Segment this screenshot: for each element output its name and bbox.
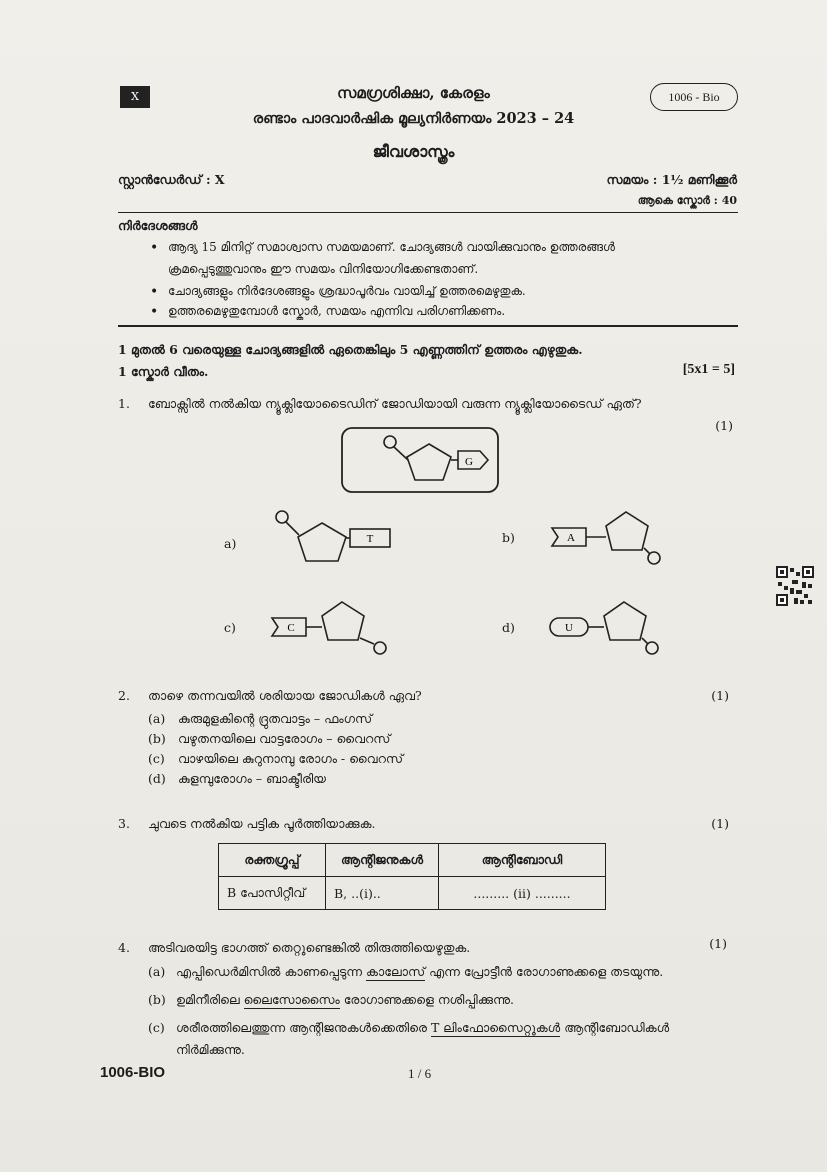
table-header-cell: രക്തഗ്രൂപ്പ് — [219, 844, 326, 877]
q1-given-nucleotide — [330, 420, 510, 500]
instructions-rule — [118, 325, 738, 327]
table-header-cell: ആന്റിജനുകൾ — [326, 844, 439, 877]
table-cell: ......... (ii) ......... — [439, 877, 606, 910]
q1-text: ബോക്സിൽ നൽകിയ ന്യൂക്ലിയോടൈഡിന് ജോഡിയായി വരുന്ന ന്യൂക്ലിയോടൈഡ് ഏത്? — [148, 396, 642, 411]
q4-a-post: എന്ന പ്രോട്ടീൻ രോഗാണുക്കളെ തടയുന്നു. — [425, 964, 664, 979]
instruction-item: • ഉത്തരമെഴുതുമ്പോൾ സ്കോർ, സമയം എന്നിവ പരിഗണിക്കണം. — [168, 304, 505, 319]
q4-option-label: (b) — [148, 992, 166, 1007]
q2-option-label: (d) — [148, 771, 166, 786]
standard-tag: X — [120, 86, 150, 108]
q1-option-a-nucleotide[interactable] — [262, 505, 402, 565]
instruction-item: • ചോദ്യങ്ങളും നിർദേശങ്ങളും ശ്രദ്ധാപൂർവം വായിച്ച് ഉത്തരമെഴുതുക. — [168, 284, 526, 299]
q4-option-b — [176, 992, 514, 1008]
section-instruction: 1 മുതൽ 6 വരെയുള്ള ചോദ്യങ്ങളിൽ ഏതെങ്കിലും 5 എണ്ണത്തിന് ഉത്തരം എഴുതുക. — [118, 342, 583, 357]
q4-c-post: ആന്റിബോഡികൾ — [560, 1020, 670, 1035]
q2-text: താഴെ തന്നവയിൽ ശരിയായ ജോഡികൾ ഏവ? — [148, 688, 422, 703]
instructions-title: നിർദേശങ്ങൾ — [118, 218, 198, 233]
q1-option-label: c) — [224, 620, 236, 635]
blood-group-table — [218, 843, 606, 910]
table-cell: B, ..(i).. — [326, 877, 439, 910]
q3-text: ചുവടെ നൽകിയ പട്ടിക പൂർത്തിയാക്കുക. — [148, 816, 376, 831]
table-header-row — [219, 844, 606, 877]
q1-option-label: a) — [224, 536, 237, 551]
q4-option-c — [176, 1020, 669, 1036]
q4-b-underlined: ലൈസോസൈം — [243, 992, 340, 1007]
q4-c-underlined: T ലിംഫോസൈറ്റുകൾ — [430, 1020, 561, 1035]
q1-number: 1. — [118, 396, 130, 411]
q1-option-label: b) — [502, 530, 515, 545]
q4-b-post: രോഗാണുക്കളെ നശിപ്പിക്കുന്നു. — [339, 992, 514, 1007]
q1-option-a-base: T — [366, 533, 374, 545]
q2-option-label: (b) — [148, 731, 166, 746]
q2-option-label: (c) — [148, 751, 165, 766]
q4-mark: (1) — [709, 936, 727, 951]
table-row — [219, 877, 606, 910]
q4-option-a — [176, 964, 663, 980]
instruction-item-cont: ക്രമപ്പെടുത്തുവാനും ഈ സമയം വിനിയോഗിക്കേണ്ടതാണ്. — [168, 262, 479, 276]
header-rule — [118, 212, 738, 213]
q4-a-pre: എപ്പിഡെർമിസിൽ കാണപ്പെടുന്ന — [176, 964, 366, 979]
paper-code-badge: 1006 - Bio — [650, 83, 738, 111]
score-label: ആകെ സ്കോർ : 40 — [637, 194, 737, 207]
q2-option-label: (a) — [148, 711, 166, 726]
q1-mark: (1) — [715, 418, 733, 433]
q2-option-text: വാഴയിലെ കുറുനാമ്പു രോഗം - വൈറസ് — [178, 751, 404, 766]
q1-option-b-base: A — [567, 532, 575, 544]
footer-page-number: 1 / 6 — [408, 1066, 432, 1081]
q4-option-label: (c) — [148, 1020, 165, 1035]
q4-b-pre: ഉമിനീരിലെ — [176, 992, 244, 1007]
q4-option-label: (a) — [148, 964, 166, 979]
q4-number: 4. — [118, 940, 130, 955]
qr-code — [776, 566, 814, 606]
q4-text: അടിവരയിട്ട ഭാഗത്ത് തെറ്റുണ്ടെങ്കിൽ തിരുത്തിയെഴുതുക. — [148, 940, 471, 955]
q1-given-base: G — [465, 456, 473, 468]
footer-paper-code: 1006-BIO — [100, 1064, 166, 1081]
time-label: സമയം : 1½ മണിക്കൂർ — [606, 172, 737, 187]
table-cell: B പോസിറ്റീവ് — [219, 877, 326, 910]
q3-number: 3. — [118, 816, 130, 831]
standard-label: സ്റ്റാൻഡേർഡ് : X — [118, 172, 225, 187]
section-marks: [5x1 = 5] — [682, 362, 735, 377]
q1-option-d-nucleotide[interactable] — [548, 598, 668, 658]
section-score-note: 1 സ്കോർ വീതം. — [118, 364, 209, 379]
q2-option-text: കുളമ്പുരോഗം – ബാക്ടീരിയ — [178, 771, 326, 786]
q1-option-c-nucleotide[interactable] — [270, 598, 390, 658]
table-header-cell: ആന്റിബോഡി — [439, 844, 606, 877]
q1-option-label: d) — [502, 620, 515, 635]
q1-option-c-base: C — [287, 622, 295, 634]
q3-mark: (1) — [711, 816, 729, 831]
q4-option-c-cont: നിർമിക്കുന്നു. — [176, 1042, 245, 1057]
subject-title: ജീവശാസ്ത്രം — [372, 142, 455, 161]
q2-mark: (1) — [711, 688, 729, 703]
q4-a-underlined: കാലോസ് — [366, 964, 426, 979]
q2-number: 2. — [118, 688, 130, 703]
q4-c-pre: ശരീരത്തിലെത്തുന്ന ആന്റിജനുകൾക്കെതിരെ — [176, 1020, 431, 1035]
org-title: സമഗ്രശിക്ഷാ, കേരളം — [337, 84, 490, 102]
q1-option-d-base: U — [565, 622, 573, 634]
instruction-item: • ആദ്യ 15 മിനിറ്റ് സമാശ്വാസ സമയമാണ്. ചോദ്യങ്ങൾ വായിക്കുവാനും ഉത്തരങ്ങൾ — [168, 240, 615, 255]
q2-option-text: വഴുതനയിലെ വാട്ടരോഗം – വൈറസ് — [178, 731, 391, 746]
q2-option-text: കുരുമുളകിന്റെ ദ്രുതവാട്ടം – ഫംഗസ് — [178, 711, 373, 726]
exam-title: രണ്ടാം പാദവാർഷിക മൂല്യനിർണയം 2023 – 24 — [252, 110, 575, 127]
q1-option-b-nucleotide[interactable] — [550, 508, 670, 568]
